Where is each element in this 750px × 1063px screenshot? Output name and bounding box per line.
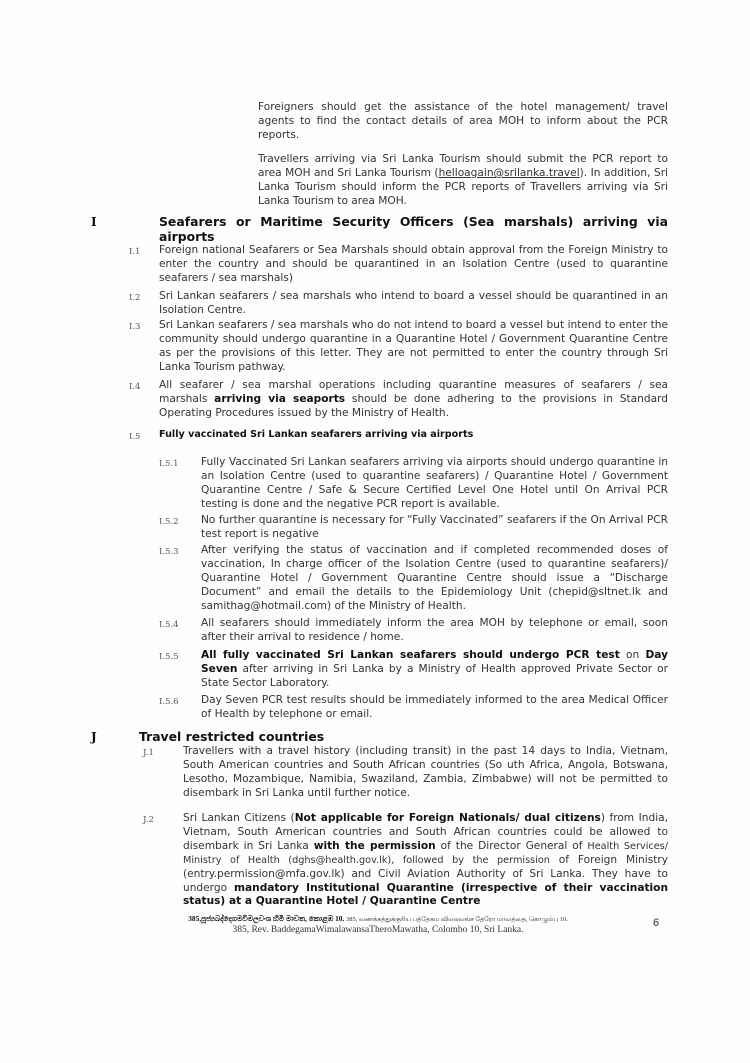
intro-paragraph-1 [258,101,668,143]
item-i-3: Sri Lankan seafarers / sea marshals who do not intend to board a vessel but intend to enter the community should undergo quarantine in a Quarantine Hotel / Government Quarantine Centre as per the provisions of this letter. They are not permitted to enter the country through Sri Lanka Tourism pathway. [159,319,668,373]
item-j-2-text-1: Sri Lankan Citizens ( [183,812,295,824]
item-j-2-text-5: of Foreign Ministry (entry.permission@mfa.gov.lk) and Civil Aviation Authority of Sri Lanka. They have to undergo [183,853,668,894]
page-number: 6 [653,917,660,929]
item-j-2-emphasis-1: Not applicable for Foreign Nationals/ dual citizens [294,812,601,824]
item-number: I.5.3 [159,547,179,557]
item-j-2 [183,812,668,909]
item-i-5-6: Day Seven PCR test results should be immediately informed to the area Medical Officer of Health by telephone or email. [201,694,668,720]
section-j-title: Travel restricted countries [139,729,325,744]
item-i-4-text-post: should be done adhering to the provisions in Standard Operating Procedures issued by the Ministry of Health. [159,392,668,419]
item-i-5-5-emphasis-1: All fully vaccinated Sri Lankan seafarers should undergo PCR test [201,649,620,661]
item-i-5-5 [201,649,668,691]
section-j-marker: J [91,730,97,744]
item-j-2-text-3: of the Director General of [435,839,588,852]
item-number: I.5.6 [159,697,179,707]
item-i-5-5-text-mid: on [619,649,646,661]
footer-address-sinhala: 385,පූජ්‍යබද්දෙගමවිමලවංශ හිමි මාවත, කොළඹ 10. [188,914,345,923]
subsection-i-5-title: Fully vaccinated Sri Lankan seafarers arriving via airports [159,429,474,440]
item-j-1: Travellers with a travel history (including transit) in the past 14 days to India, Vietnam, South American countries and South African countries (So uth Africa, Angola, Botswana, Lesotho, Mozambique, Namibia, Swaziland, Zambia, Zimbabwe) will not be permitted to disembark in Sri Lanka until further notice. [183,745,668,799]
item-i-4 [159,379,668,421]
item-number: I.3 [129,322,141,332]
item-i-5-5-emphasis-2: Day Seven [201,649,668,675]
section-i-title: Seafarers or Maritime Security Officers (Sea marshals) arriving via airports [159,214,668,244]
item-number: I.5 [129,432,141,442]
item-i-5-4: All seafarers should immediately inform the area MOH by telephone or email, soon after their arrival to residence / home. [201,617,668,643]
item-number: I.1 [129,247,141,257]
item-j-2-text-2: ) from India, Vietnam, South American countries and South African countries could be allowed to disembark in Sri Lanka [183,812,668,852]
intro-text-2-before: Travellers arriving via Sri Lanka Tourism should submit the PCR report to area MOH and Sri Lanka Tourism ( [258,153,668,179]
item-number: I.2 [129,293,141,303]
item-number: I.5.1 [159,459,179,469]
item-j-2-text-4: Health Services/ Ministry of Health (dghs@health.gov.lk), followed by the permission [183,840,668,866]
item-i-5-2: No further quarantine is necessary for “Fully Vaccinated” seafarers if the On Arrival PCR test report is negative [201,514,668,540]
item-i-1: Foreign national Seafarers or Sea Marshals should obtain approval from the Foreign Ministry to enter the country and should be quarantined in an Isolation Centre (used to quarantine seafarers / sea marshals) [159,244,668,284]
item-number: J.2 [143,815,154,825]
footer-address-english: 385, Rev. BaddegamaWimalawansaTheroMawatha, Colombo 10, Sri Lanka. [232,925,524,935]
item-number: I.5.5 [159,652,179,662]
item-i-5-5-text-post: after arriving in Sri Lanka by a Ministry of Health approved Private Sector or State Sector Laboratory. [201,662,668,689]
tourism-email-link[interactable]: helloagain@srilanka.travel [438,166,580,179]
item-i-4-text-pre: All seafarer / sea marshal operations including quarantine measures of seafarers / sea marshals [159,379,668,405]
intro-text-1: Foreigners should get the assistance of the hotel management/ travel agents to find the contact details of area MOH to inform about the PCR reports. [258,101,668,141]
section-i-marker: I [91,215,97,229]
item-number: I.5.4 [159,620,179,630]
item-number: I.5.2 [159,517,179,527]
item-number: I.4 [129,382,141,392]
item-i-5-3: After verifying the status of vaccination and if completed recommended doses of vaccination, In charge officer of the Isolation Centre (used to quarantine seafarers)/ Quarantine Hotel / Government Quarantine Centre should issue a “Discharge Document” and email the details to the Epidemiology Unit (chepid@sltnet.lk and samithag@hotmail.com) of the Ministry of Health. [201,544,668,612]
item-i-4-emphasis: arriving via seaports [214,392,346,405]
item-j-2-emphasis-3: mandatory Institutional Quarantine (irrespective of their vaccination status) at a Quarantine Hotel / Quarantine Centre [183,881,668,908]
item-j-2-emphasis-2: with the permission [313,839,436,852]
item-number: J.1 [143,748,154,758]
intro-paragraph-2 [258,153,668,209]
item-i-5-1: Fully Vaccinated Sri Lankan seafarers arriving via airports should undergo quarantine in an Isolation Centre (used to quarantine seafarers) / Quarantine Hotel / Government Quarantine Centre / Safe & Secure Certified Level One Hotel until On Arrival PCR testing is done and the negative PCR report is available. [201,456,668,510]
footer-address-tamil: 385, வணக்கத்துக்குரிய பத்தேகம விமலவங்ச தேரோ மாவத்தை, கொழும்பு 10. [346,916,568,923]
footer-address-local [118,914,638,924]
item-i-2: Sri Lankan seafarers / sea marshals who intend to board a vessel should be quarantined in an Isolation Centre. [159,290,668,316]
intro-text-2-after: ). In addition, Sri Lanka Tourism should inform the PCR reports of Travellers arriving via Sri Lanka Tourism to area MOH. [258,166,668,207]
